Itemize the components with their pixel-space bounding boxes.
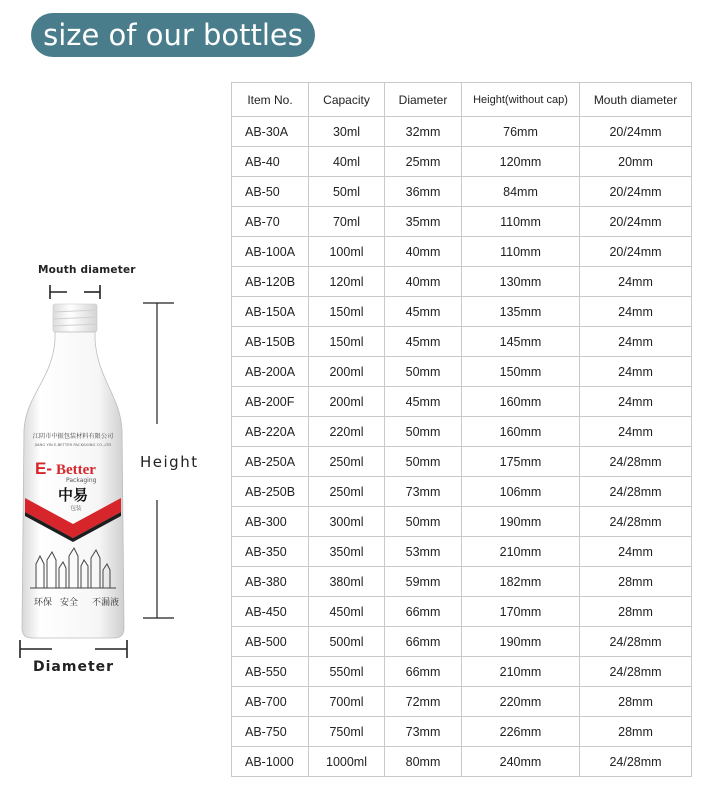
mouth-diameter-cell: 24mm [580,537,692,567]
table-row [232,507,692,537]
mouth-diameter-cell: 20/24mm [580,207,692,237]
bottle-drawing [0,260,215,680]
table-row [232,657,692,687]
height-cell: 240mm [462,747,580,777]
item-no-cell: AB-550 [232,657,309,687]
item-no-cell: AB-450 [232,597,309,627]
diameter-cell: 53mm [385,537,462,567]
mouth-diameter-cell: 24mm [580,297,692,327]
height-cell: 135mm [462,297,580,327]
capacity-cell: 250ml [309,477,385,507]
mouth-diameter-cell: 28mm [580,687,692,717]
height-cell: 145mm [462,327,580,357]
mouth-diameter-cell: 24/28mm [580,477,692,507]
height-cell: 130mm [462,267,580,297]
item-no-cell: AB-220A [232,417,309,447]
bottle-brand-e: E- [35,459,52,478]
bottle-figure [0,260,215,680]
bottle-footer-3: 不漏液 [92,598,120,608]
diameter-cell: 73mm [385,717,462,747]
table-row [232,297,692,327]
mouth-diameter-cell: 24mm [580,267,692,297]
diameter-cell: 50mm [385,357,462,387]
height-cell: 190mm [462,507,580,537]
bottle-body [22,332,124,638]
mouth-diameter-cell: 20/24mm [580,177,692,207]
capacity-cell: 500ml [309,627,385,657]
mouth-diameter-label: Mouth diameter [38,264,136,276]
item-no-cell: AB-120B [232,267,309,297]
header-capacity: Capacity [309,83,385,117]
table-row [232,267,692,297]
mouth-diameter-cell: 24/28mm [580,657,692,687]
height-cell: 170mm [462,597,580,627]
capacity-cell: 750ml [309,717,385,747]
table-body [232,117,692,777]
capacity-cell: 150ml [309,297,385,327]
diameter-cell: 72mm [385,687,462,717]
table-header-row [232,83,692,117]
item-no-cell: AB-380 [232,567,309,597]
diameter-cell: 50mm [385,447,462,477]
mouth-diameter-cell: 20/24mm [580,117,692,147]
mouth-diameter-cell: 28mm [580,717,692,747]
item-no-cell: AB-50 [232,177,309,207]
diameter-cell: 66mm [385,627,462,657]
table-row [232,687,692,717]
diameter-cell: 32mm [385,117,462,147]
bottle-brand-rest: Better [56,462,96,478]
item-no-cell: AB-750 [232,717,309,747]
height-cell: 160mm [462,387,580,417]
bottle-brand-sub: Packaging [66,477,97,484]
page-title: size of our bottles [31,13,315,57]
diameter-cell: 66mm [385,657,462,687]
height-cell: 210mm [462,657,580,687]
table-row [232,447,692,477]
bottle-company-cn: 江阴市中振包装材料有限公司 [32,433,114,440]
item-no-cell: AB-500 [232,627,309,657]
capacity-cell: 450ml [309,597,385,627]
height-label: Height [140,453,199,471]
table-row [232,747,692,777]
height-cell: 210mm [462,537,580,567]
mouth-diameter-cell: 24/28mm [580,507,692,537]
bottle-company-en: JIANG YIN E-BETTER PACKAGING CO.,LTD [34,442,112,447]
height-cell: 84mm [462,177,580,207]
header-diameter: Diameter [385,83,462,117]
height-cell: 182mm [462,567,580,597]
item-no-cell: AB-40 [232,147,309,177]
height-cell: 110mm [462,207,580,237]
mouth-diameter-marker [50,285,100,299]
capacity-cell: 700ml [309,687,385,717]
table-row [232,387,692,417]
diameter-cell: 45mm [385,327,462,357]
diameter-label: Diameter [33,659,115,675]
item-no-cell: AB-1000 [232,747,309,777]
item-no-cell: AB-70 [232,207,309,237]
table-row [232,237,692,267]
item-no-cell: AB-100A [232,237,309,267]
bottle-footer-2: 安全 [60,598,79,608]
table-row [232,177,692,207]
mouth-diameter-cell: 20mm [580,147,692,177]
header-mouth-diameter: Mouth diameter [580,83,692,117]
mouth-diameter-cell: 24mm [580,387,692,417]
height-cell: 190mm [462,627,580,657]
capacity-cell: 50ml [309,177,385,207]
item-no-cell: AB-150B [232,327,309,357]
capacity-cell: 250ml [309,447,385,477]
mouth-diameter-cell: 28mm [580,597,692,627]
mouth-diameter-cell: 24mm [580,327,692,357]
diameter-cell: 25mm [385,147,462,177]
mouth-diameter-cell: 24/28mm [580,627,692,657]
capacity-cell: 380ml [309,567,385,597]
header-item-no: Item No. [232,83,309,117]
table-row [232,147,692,177]
item-no-cell: AB-350 [232,537,309,567]
table-row [232,477,692,507]
diameter-cell: 59mm [385,567,462,597]
table-row [232,117,692,147]
bottle-logo-cn-sub: 包装 [70,506,82,512]
item-no-cell: AB-200F [232,387,309,417]
item-no-cell: AB-250B [232,477,309,507]
table-row [232,357,692,387]
item-no-cell: AB-200A [232,357,309,387]
height-cell: 220mm [462,687,580,717]
diameter-marker [20,640,127,658]
capacity-cell: 1000ml [309,747,385,777]
diameter-cell: 50mm [385,507,462,537]
diameter-cell: 80mm [385,747,462,777]
item-no-cell: AB-250A [232,447,309,477]
mouth-diameter-cell: 24/28mm [580,747,692,777]
capacity-cell: 300ml [309,507,385,537]
capacity-cell: 100ml [309,237,385,267]
item-no-cell: AB-150A [232,297,309,327]
capacity-cell: 350ml [309,537,385,567]
diameter-cell: 73mm [385,477,462,507]
diameter-cell: 50mm [385,417,462,447]
height-marker [143,303,174,618]
table-row [232,207,692,237]
height-cell: 76mm [462,117,580,147]
table-row [232,327,692,357]
capacity-cell: 150ml [309,327,385,357]
capacity-cell: 30ml [309,117,385,147]
capacity-cell: 200ml [309,357,385,387]
capacity-cell: 200ml [309,387,385,417]
bottle-neck [53,304,97,332]
bottle-logo-cn: 中易 [57,486,89,504]
capacity-cell: 120ml [309,267,385,297]
diameter-cell: 35mm [385,207,462,237]
capacity-cell: 40ml [309,147,385,177]
capacity-cell: 70ml [309,207,385,237]
table-row [232,717,692,747]
height-cell: 106mm [462,477,580,507]
height-cell: 150mm [462,357,580,387]
mouth-diameter-cell: 24mm [580,417,692,447]
bottle-footer-1: 环保 [34,598,53,608]
diameter-cell: 66mm [385,597,462,627]
diameter-cell: 45mm [385,297,462,327]
diameter-cell: 40mm [385,237,462,267]
diameter-cell: 36mm [385,177,462,207]
height-cell: 226mm [462,717,580,747]
item-no-cell: AB-300 [232,507,309,537]
mouth-diameter-cell: 24mm [580,357,692,387]
item-no-cell: AB-30A [232,117,309,147]
table-row [232,417,692,447]
specs-table [231,82,692,777]
capacity-cell: 550ml [309,657,385,687]
diameter-cell: 45mm [385,387,462,417]
height-cell: 160mm [462,417,580,447]
table-row [232,567,692,597]
table-row [232,537,692,567]
header-height: Height(without cap) [462,83,580,117]
height-cell: 120mm [462,147,580,177]
table-row [232,597,692,627]
capacity-cell: 220ml [309,417,385,447]
item-no-cell: AB-700 [232,687,309,717]
height-cell: 175mm [462,447,580,477]
diameter-cell: 40mm [385,267,462,297]
mouth-diameter-cell: 24/28mm [580,447,692,477]
mouth-diameter-cell: 28mm [580,567,692,597]
table-row [232,627,692,657]
mouth-diameter-cell: 20/24mm [580,237,692,267]
height-cell: 110mm [462,237,580,267]
